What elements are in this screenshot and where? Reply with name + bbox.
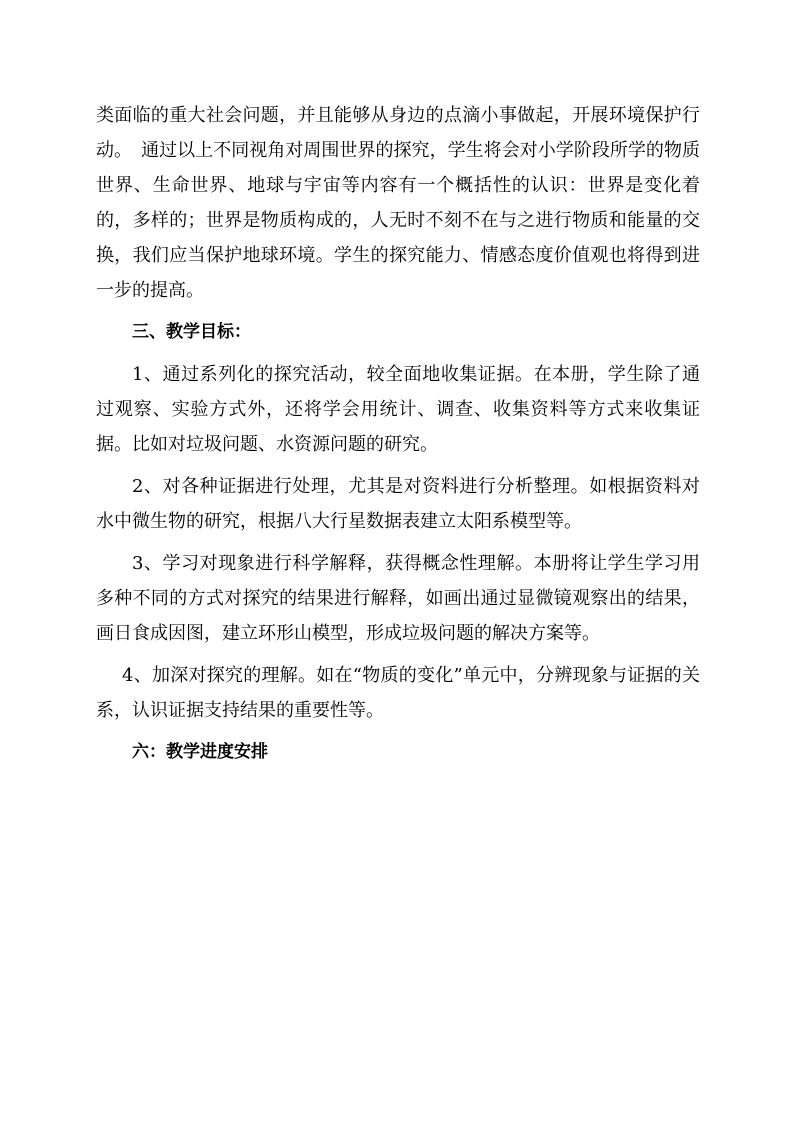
section-heading-schedule: 六：教学进度安排 (132, 742, 268, 762)
goal-item-1: 1、通过系列化的探究活动，较全面地收集证据。在本册，学生除了通过观察、实验方式外，还将学会用统计、调查、收集资料等方式来收集证据。比如对垃圾问题、水资源问题的研究。 (96, 364, 700, 455)
goal-item-2: 2、对各种证据进行处理，尤其是对资料进行分析整理。如根据资料对水中微生物的研究，根据八大行星数据表建立太阳系模型等。 (96, 476, 700, 532)
goal-item-3: 3、学习对现象进行科学解释，获得概念性理解。本册将让学生学习用多种不同的方式对探究的结果进行解释，如画出通过显微镜观察出的结果，画日食成因图，建立环形山模型，形成垃圾问题的解决方案等。 (96, 553, 700, 644)
section-heading-teaching-goals: 三、教学目标： (132, 322, 251, 342)
goal-item-4: 4、加深对探究的理解。如在“物质的变化”单元中，分辨现象与证据的关系，认识证据支持结果的重要性等。 (96, 665, 700, 721)
intro-paragraph: 类面临的重大社会问题，并且能够从身边的点滴小事做起，开展环境保护行动。 通过以上不同视角对周围世界的探究，学生将会对小学阶段所学的物质世界、生命世界、地球与宇宙等内容有一个概括性的认识：世界是变化着的，多样的；世界是物质构成的，人无时不刻不在与之进行物质和能量的交换，我们应当保护地球环境。学生的探究能力、情感态度价值观也将得到进一步的提高。 (96, 105, 700, 301)
document-body (96, 98, 700, 777)
